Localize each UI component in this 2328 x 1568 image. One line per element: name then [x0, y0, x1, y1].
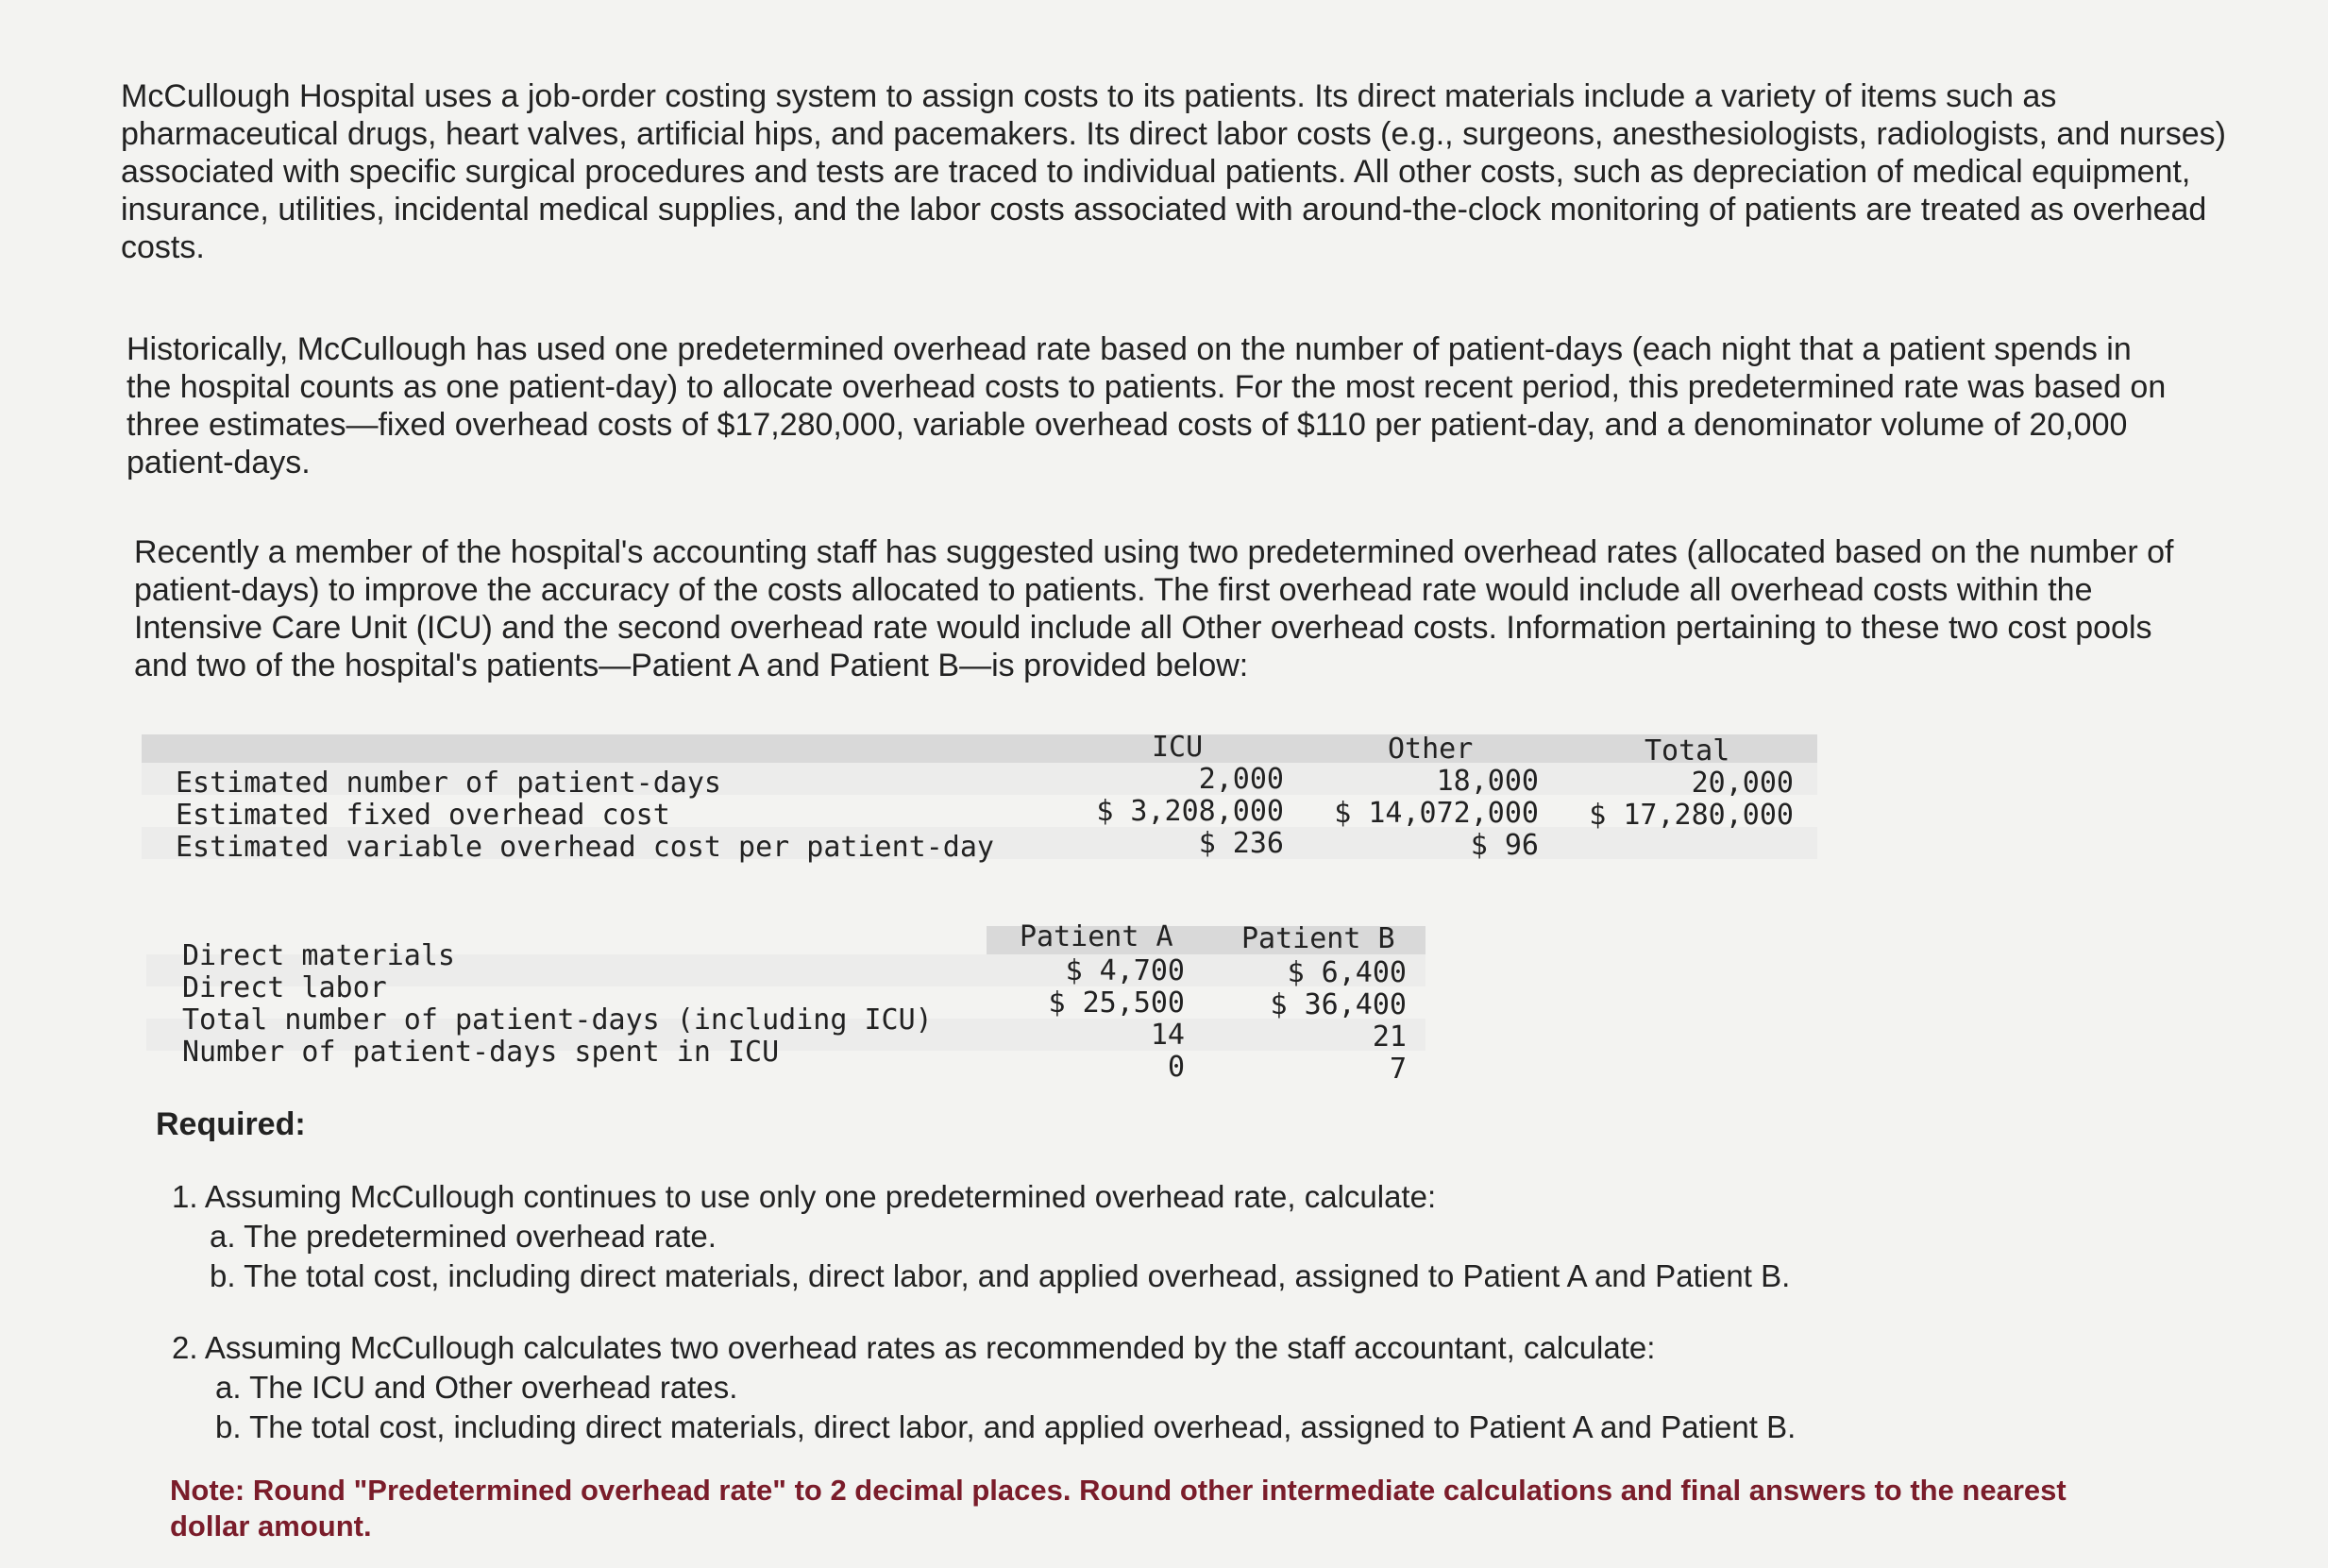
other-fixed-overhead: $ 14,072,000 — [1334, 797, 1539, 830]
row-label-total-patient-days: Total number of patient-days (including ICU) — [182, 1003, 933, 1037]
patient-table — [146, 920, 1425, 1086]
patient-b-direct-labor: $ 36,400 — [1270, 988, 1407, 1021]
patient-a-icu-days: 0 — [1167, 1051, 1185, 1084]
question-2b: b. The total cost, including direct materials, direct labor, and applied overhead, assigned to Patient A and Patient B. — [215, 1409, 1797, 1444]
patient-b-direct-materials: $ 6,400 — [1287, 956, 1407, 989]
patient-a-direct-labor: $ 25,500 — [1048, 986, 1185, 1020]
other-patient-days: 18,000 — [1436, 765, 1539, 798]
intro-paragraph-2: Historically, McCullough has used one predetermined overhead rate based on the number of patient-days (each night that a patient spends in the hospital counts as one patient-day) to allocate overhead costs to patients. For the most recent period, this predetermined rate was based on three estimates—fixed overhead costs of $17,280,000, variable overhead costs of $110 per patient-day, and a denominator volume of 20,000 patient-days. — [127, 331, 2167, 481]
intro-paragraph-1: McCullough Hospital uses a job-order costing system to assign costs to its patients. Its direct materials include a variety of items such as pharmaceutical drugs, heart valves, artificial hips, and pacemakers. Its direct labor costs (e.g., surgeons, anesthesiologists, radiologists, and nurses) associated with specific surgical procedures and tests are traced to individual patients. All other costs, such as depreciation of medical equipment, insurance, utilities, incidental medical supplies, and the labor costs associated with around-the-clock monitoring of patients are treated as overhead costs. — [121, 78, 2226, 265]
column-header-patient-b: Patient B — [1241, 922, 1395, 955]
icu-variable-overhead: $ 236 — [1198, 827, 1284, 860]
total-fixed-overhead: $ 17,280,000 — [1589, 799, 1794, 832]
question-1b: b. The total cost, including direct materials, direct labor, and applied overhead, assigned to Patient A and Patient B. — [210, 1258, 1791, 1293]
column-header-patient-a: Patient A — [1020, 920, 1173, 953]
column-header-total: Total — [1645, 734, 1730, 767]
patient-b-total-days: 21 — [1372, 1020, 1407, 1054]
row-label-patient-days: Estimated number of patient-days — [176, 767, 721, 800]
icu-patient-days: 2,000 — [1198, 763, 1284, 796]
table-header-bar — [142, 734, 1817, 763]
question-1a: a. The predetermined overhead rate. — [210, 1219, 717, 1254]
total-patient-days: 20,000 — [1691, 767, 1794, 800]
row-label-variable-overhead: Estimated variable overhead cost per patient-day — [176, 831, 994, 864]
required-heading: Required: — [156, 1106, 306, 1142]
intro-paragraph-3: Recently a member of the hospital's accounting staff has suggested using two predetermined overhead rates (allocated based on the number of patient-days) to improve the accuracy of the costs allocated to patients. The first overhead rate would include all overhead costs within the Intensive Care Unit (ICU) and the second overhead rate would include all Other overhead costs. Information pertaining to these two cost pools and two of the hospital's patients—Patient A and Patient B—is provided below: — [134, 534, 2174, 683]
row-label-direct-materials: Direct materials — [182, 939, 455, 972]
row-label-fixed-overhead: Estimated fixed overhead cost — [176, 799, 670, 832]
row-label-direct-labor: Direct labor — [182, 971, 387, 1004]
rounding-note: Note: Round "Predetermined overhead rate" to 2 decimal places. Round other intermediate calculations and final answers to the nearest dollar amount. — [170, 1474, 2067, 1543]
cost-pool-table — [142, 731, 1817, 885]
column-header-other: Other — [1388, 733, 1474, 766]
patient-a-direct-materials: $ 4,700 — [1065, 954, 1185, 987]
other-variable-overhead: $ 96 — [1470, 829, 1539, 862]
icu-fixed-overhead: $ 3,208,000 — [1096, 795, 1284, 828]
patient-b-icu-days: 7 — [1389, 1053, 1407, 1086]
column-header-icu: ICU — [1152, 731, 1204, 764]
row-label-icu-patient-days: Number of patient-days spent in ICU — [182, 1036, 780, 1069]
question-2: 2. Assuming McCullough calculates two overhead rates as recommended by the staff accountant, calculate: — [172, 1330, 1656, 1365]
patient-a-total-days: 14 — [1150, 1019, 1185, 1052]
question-1: 1. Assuming McCullough continues to use only one predetermined overhead rate, calculate: — [172, 1179, 1437, 1214]
question-2a: a. The ICU and Other overhead rates. — [215, 1370, 738, 1405]
